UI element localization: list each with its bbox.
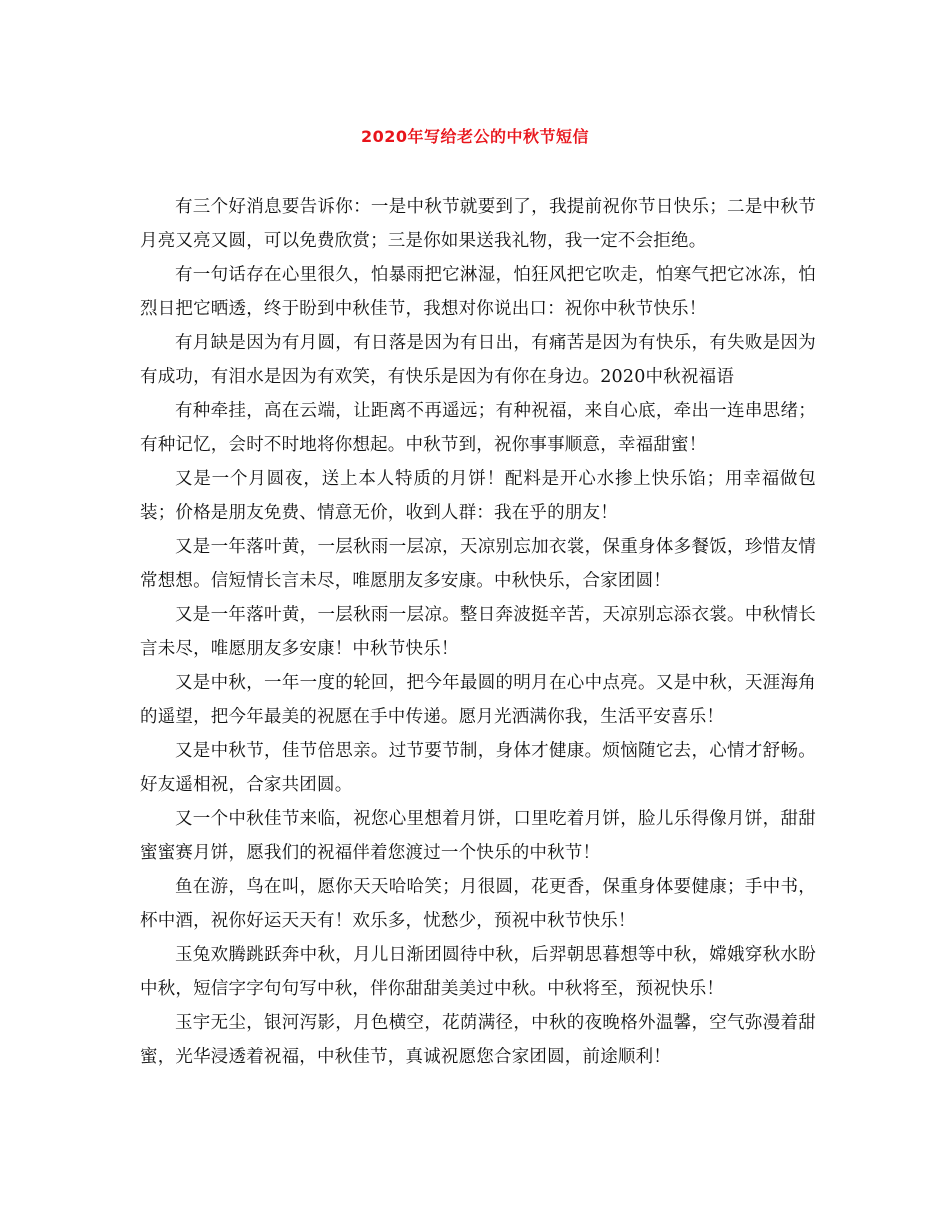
- paragraph-9: 又是中秋节，佳节倍思亲。过节要节制，身体才健康。烦恼随它去，心情才舒畅。好友遥相祝，合家共团圆。: [140, 741, 816, 795]
- paragraph-3: 有月缺是因为有月圆，有日落是因为有日出，有痛苦是因为有快乐，有失败是因为有成功，有泪水是因为有欢笑，有快乐是因为有你在身边。2020中秋祝福语: [140, 333, 816, 387]
- paragraph-12: 玉兔欢腾跳跃奔中秋，月儿日渐团圆待中秋，后羿朝思暮想等中秋，嫦娥穿秋水盼中秋，短信字字句句写中秋，伴你甜甜美美过中秋。中秋将至，预祝快乐！: [140, 945, 816, 999]
- paragraph-7: 又是一年落叶黄，一层秋雨一层凉。整日奔波挺辛苦，天凉别忘添衣裳。中秋情长言未尽，唯愿朋友多安康！中秋节快乐！: [140, 605, 816, 659]
- document-title: 2020年写给老公的中秋节短信: [360, 127, 590, 146]
- document-body: [140, 190, 816, 1074]
- paragraph-10: 又一个中秋佳节来临，祝您心里想着月饼，口里吃着月饼，脸儿乐得像月饼，甜甜蜜蜜赛月饼，愿我们的祝福伴着您渡过一个快乐的中秋节！: [140, 809, 816, 863]
- paragraph-2: 有一句话存在心里很久，怕暴雨把它淋湿，怕狂风把它吹走，怕寒气把它冰冻，怕烈日把它晒透，终于盼到中秋佳节，我想对你说出口：祝你中秋节快乐！: [140, 265, 816, 319]
- paragraph-8: 又是中秋，一年一度的轮回，把今年最圆的明月在心中点亮。又是中秋，天涯海角的遥望，把今年最美的祝愿在手中传递。愿月光洒满你我，生活平安喜乐！: [140, 673, 816, 727]
- paragraph-4: 有种牵挂，高在云端，让距离不再遥远；有种祝福，来自心底，牵出一连串思绪；有种记忆，会时不时地将你想起。中秋节到，祝你事事顺意，幸福甜蜜！: [140, 401, 816, 455]
- paragraph-6: 又是一年落叶黄，一层秋雨一层凉，天凉别忘加衣裳，保重身体多餐饭，珍惜友情常想想。信短情长言未尽，唯愿朋友多安康。中秋快乐，合家团圆！: [140, 537, 816, 591]
- paragraph-11: 鱼在游，鸟在叫，愿你天天哈哈笑；月很圆，花更香，保重身体要健康；手中书，杯中酒，祝你好运天天有！欢乐多，忧愁少，预祝中秋节快乐！: [140, 877, 816, 931]
- paragraph-1: 有三个好消息要告诉你：一是中秋节就要到了，我提前祝你节日快乐；二是中秋节月亮又亮又圆，可以免费欣赏；三是你如果送我礼物，我一定不会拒绝。: [140, 197, 816, 251]
- paragraph-5: 又是一个月圆夜，送上本人特质的月饼！配料是开心水掺上快乐馅；用幸福做包装；价格是朋友免费、情意无价，收到人群：我在乎的朋友！: [140, 469, 816, 523]
- paragraph-13: 玉宇无尘，银河泻影，月色横空，花荫满径，中秋的夜晚格外温馨，空气弥漫着甜蜜，光华浸透着祝福，中秋佳节，真诚祝愿您合家团圆，前途顺利！: [140, 1013, 816, 1067]
